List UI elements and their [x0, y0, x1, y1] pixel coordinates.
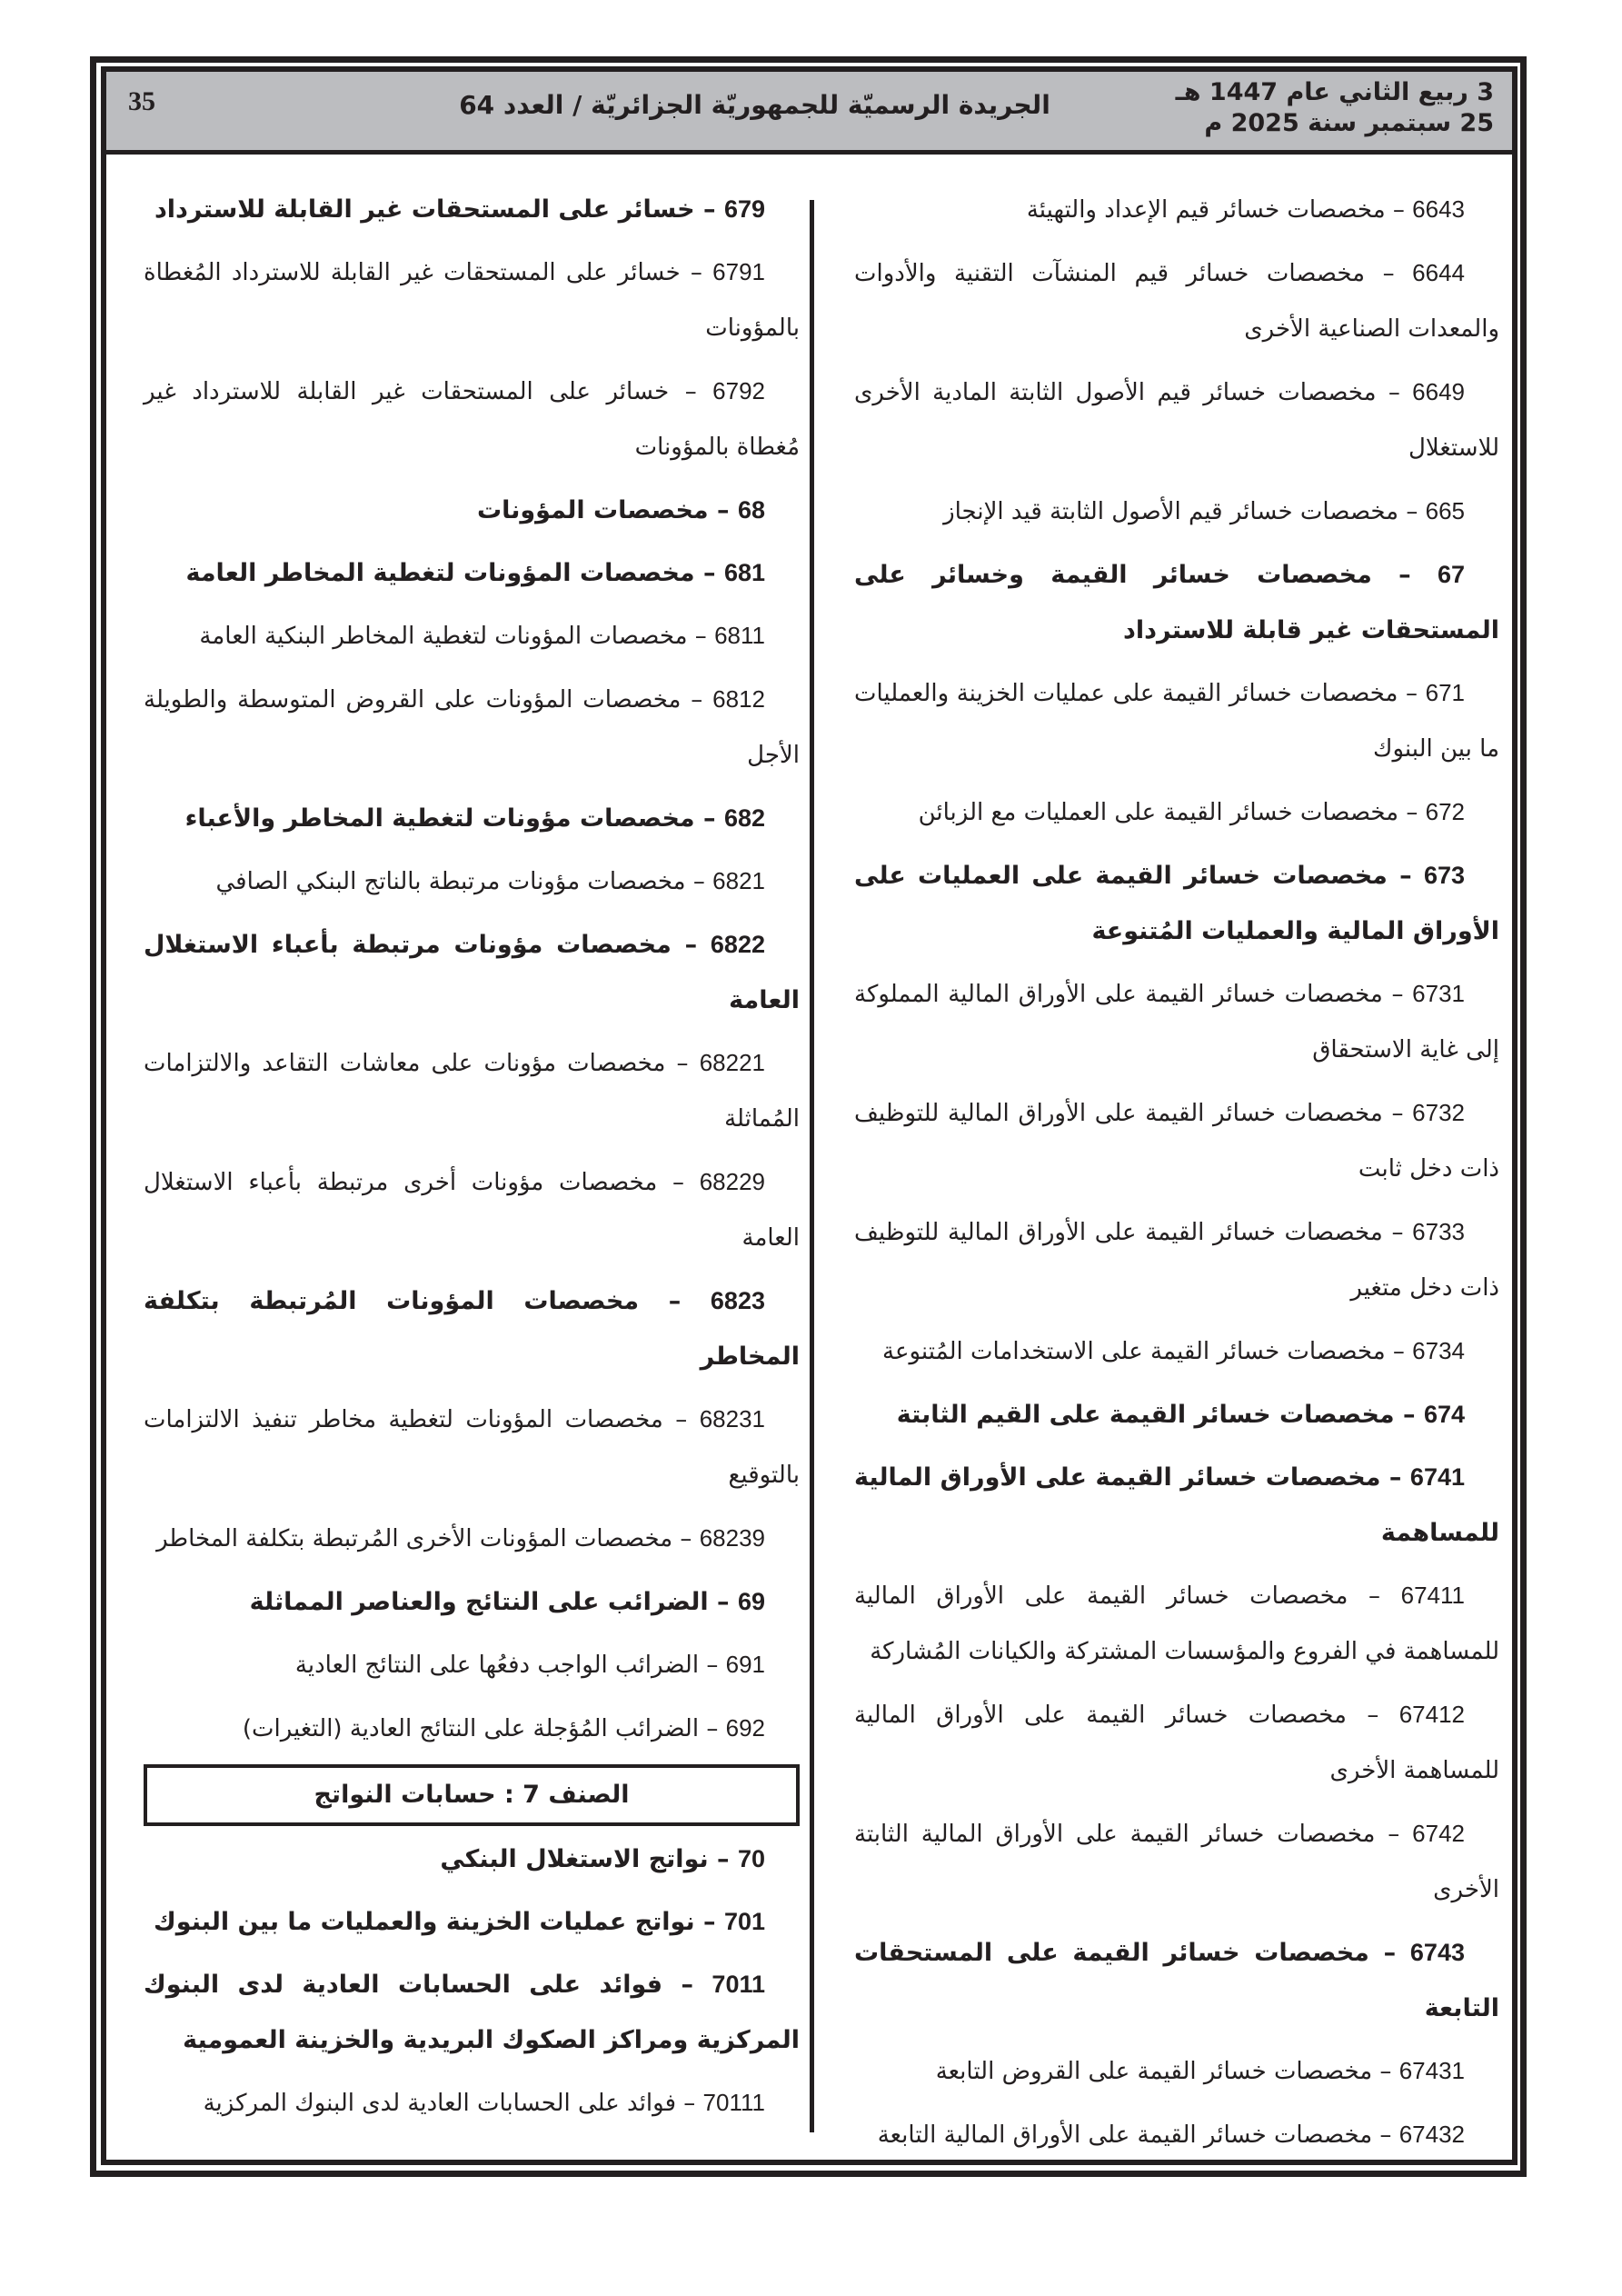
code-separator: –: [672, 1525, 700, 1552]
code-separator: –: [694, 195, 724, 224]
account-code: 672: [1425, 798, 1465, 825]
account-entry: [854, 1450, 1499, 1561]
account-label: خسائر على المستحقات غير القابلة للاسترداد المُغطاة بالمؤونات: [144, 259, 800, 342]
account-code: 6741: [1409, 1463, 1465, 1491]
account-label: مخصصات خسائر القيمة على الأوراق المالية للمساهمة في الفروع والمؤسسات المشتركة والكيانات المُشاركة: [854, 1582, 1499, 1665]
account-entry: [854, 1568, 1499, 1680]
account-entry: [854, 665, 1499, 777]
account-entry: [854, 182, 1499, 238]
code-separator: –: [1398, 680, 1426, 707]
account-label: مخصصات المؤونات على القروض المتوسطة والطويلة الأجل: [144, 686, 800, 769]
account-label: مخصصات خسائر القيمة على الأوراق المالية للتوظيف ذات دخل ثابت: [854, 1100, 1499, 1183]
account-code: 67411: [1400, 1582, 1465, 1609]
account-entry: [144, 1035, 800, 1147]
account-label: مخصصات خسائر قيم الأصول الثابتة قيد الإنجاز: [943, 498, 1399, 525]
account-code: 67431: [1398, 2057, 1465, 2084]
account-entry: [854, 966, 1499, 1078]
account-label: مخصصات المؤونات لتغطية المخاطر البنكية العامة: [199, 623, 688, 650]
account-entry: [854, 1387, 1499, 1442]
code-separator: –: [1348, 1582, 1401, 1610]
code-separator: –: [708, 1845, 738, 1873]
code-separator: –: [669, 378, 713, 405]
account-label: خسائر على المستحقات غير القابلة للاسترداد غير مُغطاة بالمؤونات: [144, 378, 800, 461]
account-entry: [854, 1204, 1499, 1316]
account-code: 674: [1423, 1401, 1465, 1428]
account-code: 67432: [1398, 2121, 1465, 2148]
account-entry: [854, 2107, 1499, 2163]
code-separator: –: [1382, 1219, 1413, 1246]
account-label: مخصصات خسائر القيمة على الاستخدامات المُتنوعة: [882, 1338, 1386, 1365]
account-label: مخصصات مؤونات مرتبطة بأعباء الاستغلال العامة: [144, 931, 800, 1014]
code-separator: –: [1398, 799, 1426, 826]
account-entry: [144, 1637, 800, 1693]
account-entry: [144, 917, 800, 1028]
account-code: 6733: [1412, 1218, 1466, 1245]
account-code: 70111: [702, 2089, 765, 2116]
account-label: مخصصات خسائر القيمة على العمليات مع الزبائن: [918, 799, 1399, 826]
code-separator: –: [687, 623, 715, 650]
code-separator: –: [1368, 1939, 1410, 1967]
code-separator: –: [1371, 561, 1438, 589]
account-code: 682: [723, 804, 765, 832]
account-entry: [854, 1323, 1499, 1380]
account-code: 6643: [1412, 195, 1465, 223]
account-label: مخصصات خسائر القيمة على الأوراق المالية للمساهمة الأخرى: [854, 1702, 1499, 1784]
account-label: مخصصات المؤونات: [476, 496, 709, 524]
account-label: نواتج عمليات الخزينة والعمليات ما بين البنوك: [154, 1908, 695, 1936]
code-separator: –: [685, 868, 713, 895]
code-separator: –: [708, 1588, 738, 1616]
account-code: 6649: [1412, 378, 1465, 405]
code-separator: –: [1376, 379, 1413, 406]
account-code: 6731: [1412, 980, 1465, 1007]
account-code: 665: [1425, 497, 1465, 524]
gazette-title: الجريدة الرسميّة للجمهوريّة الجزائريّة / العدد 64: [459, 90, 1050, 120]
account-entry: [854, 245, 1499, 357]
date-hijri: 3 ربيع الثاني عام 1447 هـ: [1175, 78, 1494, 106]
page-number: 35: [128, 86, 155, 116]
code-separator: –: [699, 1715, 726, 1742]
account-label: مخصصات المؤونات لتغطية مخاطر تنفيذ الالتزامات بالتوقيع: [144, 1406, 800, 1489]
account-label: مخصصات مؤونات مرتبطة بالناتج البنكي الصافي: [215, 868, 686, 895]
date-gregorian: 25 سبتمبر سنة 2025 م: [1204, 109, 1494, 137]
account-code: 673: [1423, 862, 1465, 889]
code-separator: –: [671, 931, 711, 959]
code-separator: –: [1385, 1338, 1413, 1365]
account-entry: [144, 182, 800, 237]
account-code: 681: [723, 559, 765, 586]
account-entry: [144, 854, 800, 910]
account-label: مخصصات خسائر القيمة وخسائر على المستحقات غير قابلة للاسترداد: [854, 561, 1499, 644]
account-entry: [144, 1574, 800, 1630]
code-separator: –: [1365, 260, 1413, 287]
account-code: 6644: [1412, 259, 1465, 286]
account-entry: [144, 1273, 800, 1384]
code-separator: –: [694, 804, 724, 833]
account-entry: [144, 1701, 800, 1757]
right-column: [854, 182, 1499, 2171]
account-label: مخصصات خسائر القيمة على الأوراق المالية المملوكة إلى غاية الاستحقاق: [854, 981, 1499, 1063]
account-label: الضرائب المُؤجلة على النتائج العادية (التغيرات): [242, 1715, 700, 1742]
code-separator: –: [1372, 2058, 1399, 2085]
account-code: 6821: [712, 867, 765, 894]
account-entry: [144, 1154, 800, 1266]
code-separator: –: [657, 1169, 700, 1196]
account-entry: [144, 1957, 800, 2068]
code-separator: –: [662, 1971, 712, 1999]
account-code: 6742: [1412, 1820, 1465, 1847]
account-label: مخصصات خسائر القيمة على الأوراق المالية للمساهمة: [854, 1463, 1499, 1547]
code-separator: –: [1382, 981, 1413, 1008]
account-code: 67: [1437, 561, 1465, 588]
account-entry: [144, 1832, 800, 1887]
code-separator: –: [1398, 498, 1426, 525]
account-entry: [144, 1511, 800, 1567]
account-code: 6792: [712, 377, 765, 404]
code-separator: –: [1382, 1100, 1413, 1127]
class-7-heading: الصنف 7 : حسابات النواتج: [313, 1781, 630, 1809]
account-entry: [854, 784, 1499, 841]
code-separator: –: [1380, 1463, 1410, 1492]
account-code: 6812: [712, 685, 766, 713]
account-label: مخصصات المؤونات لتغطية المخاطر العامة: [185, 559, 695, 587]
account-code: 691: [725, 1651, 765, 1678]
account-label: مخصصات خسائر القيمة على القيم الثابتة: [896, 1401, 1395, 1429]
account-code: 6811: [714, 622, 765, 649]
account-label: مخصصات خسائر القيمة على القروض التابعة: [935, 2058, 1373, 2085]
code-separator: –: [708, 496, 738, 524]
code-separator: –: [1372, 2121, 1399, 2149]
code-separator: –: [694, 559, 724, 587]
account-code: 6822: [710, 931, 765, 958]
page-header: [106, 72, 1512, 155]
account-entry: [854, 1687, 1499, 1799]
account-entry: [144, 791, 800, 846]
account-label: مخصصات خسائر القيمة على المستحقات التابعة: [854, 1939, 1499, 2022]
account-entry: [144, 608, 800, 664]
account-code: 6734: [1412, 1337, 1465, 1364]
account-code: 679: [723, 195, 765, 223]
account-code: 68: [737, 496, 765, 524]
account-code: 68231: [699, 1405, 765, 1433]
account-entry: [144, 483, 800, 538]
account-entry: [854, 484, 1499, 540]
account-label: مخصصات مؤونات أخرى مرتبطة بأعباء الاستغلال العامة: [144, 1169, 800, 1252]
account-entry: [854, 2043, 1499, 2100]
code-separator: –: [1387, 862, 1424, 890]
account-label: مخصصات مؤونات لتغطية المخاطر والأعباء: [184, 804, 695, 833]
code-separator: –: [680, 259, 713, 286]
code-separator: –: [681, 686, 713, 714]
account-label: مخصصات خسائر قيم الإعداد والتهيئة: [1026, 196, 1386, 224]
column-divider: [810, 200, 814, 2132]
account-code: 69: [737, 1588, 765, 1615]
account-code: 671: [1425, 679, 1465, 706]
account-code: 68239: [699, 1524, 765, 1552]
account-label: مخصصات خسائر القيمة على الأوراق المالية الثابتة الأخرى: [854, 1821, 1499, 1903]
account-code: 6743: [1409, 1939, 1465, 1966]
code-separator: –: [639, 1287, 711, 1315]
account-entry: [144, 364, 800, 475]
class-7-heading-box: [144, 1764, 800, 1826]
code-separator: –: [1385, 196, 1413, 224]
account-entry: [854, 1806, 1499, 1918]
account-label: فوائد على الحسابات العادية لدى البنوك المركزية: [203, 2090, 677, 2117]
account-code: 7011: [711, 1971, 765, 1998]
account-label: مخصصات المؤونات الأخرى المُرتبطة بتكلفة المخاطر: [156, 1525, 673, 1552]
account-label: فوائد على الحسابات العادية لدى البنوك المركزية ومراكز الصكوك البريدية والخزينة العمومية: [144, 1971, 800, 2054]
code-separator: –: [676, 2090, 703, 2117]
account-label: مخصصات خسائر القيمة على العمليات على الأوراق المالية والعمليات المُتنوعة: [854, 862, 1499, 945]
code-separator: –: [694, 1908, 724, 1936]
account-label: مخصصات المؤونات المُرتبطة بتكلفة المخاطر: [144, 1287, 800, 1371]
account-label: خسائر على المستحقات غير القابلة للاسترداد: [154, 195, 695, 224]
account-entry: [854, 1925, 1499, 2036]
code-separator: –: [1346, 1702, 1399, 1729]
account-label: مخصصات خسائر القيمة على الأوراق المالية التابعة: [877, 2121, 1373, 2149]
account-label: مخصصات خسائر القيمة على عمليات الخزينة والعمليات ما بين البنوك: [854, 680, 1499, 763]
left-column: [144, 182, 800, 2139]
account-code: 6732: [1412, 1099, 1466, 1126]
code-separator: –: [1394, 1401, 1424, 1429]
account-code: 6823: [710, 1287, 765, 1314]
account-code: 6791: [712, 258, 765, 285]
code-separator: –: [699, 1652, 726, 1679]
code-separator: –: [1375, 1821, 1413, 1848]
account-entry: [854, 364, 1499, 476]
account-label: الضرائب على النتائج والعناصر المماثلة: [249, 1588, 709, 1616]
account-entry: [854, 547, 1499, 658]
account-entry: [144, 545, 800, 601]
code-separator: –: [665, 1050, 700, 1077]
account-label: مخصصات مؤونات على معاشات التقاعد والالتزامات المُماثلة: [144, 1050, 800, 1133]
account-entry: [854, 848, 1499, 959]
account-entry: [144, 245, 800, 356]
account-label: مخصصات خسائر قيم الأصول الثابتة المادية الأخرى للاستغلال: [854, 379, 1499, 462]
account-code: 692: [725, 1714, 765, 1742]
account-label: نواتج الاستغلال البنكي: [440, 1845, 709, 1873]
account-code: 70: [737, 1845, 765, 1872]
account-label: الضرائب الواجب دفعُها على النتائج العادية: [294, 1652, 700, 1679]
code-separator: –: [662, 1406, 700, 1433]
account-code: 68221: [699, 1049, 766, 1076]
account-code: 68229: [699, 1168, 765, 1195]
account-entry: [854, 1085, 1499, 1197]
account-code: 67412: [1398, 1701, 1465, 1728]
account-label: مخصصات خسائر قيم المنشآت التقنية والأدوات والمعدات الصناعية الأخرى: [854, 260, 1499, 343]
account-entry: [144, 1392, 800, 1503]
account-label: مخصصات خسائر القيمة على الأوراق المالية للتوظيف ذات دخل متغير: [854, 1219, 1499, 1302]
account-entry: [144, 672, 800, 784]
account-entry: [144, 1894, 800, 1950]
account-entry: [144, 2075, 800, 2131]
account-code: 701: [723, 1908, 765, 1935]
